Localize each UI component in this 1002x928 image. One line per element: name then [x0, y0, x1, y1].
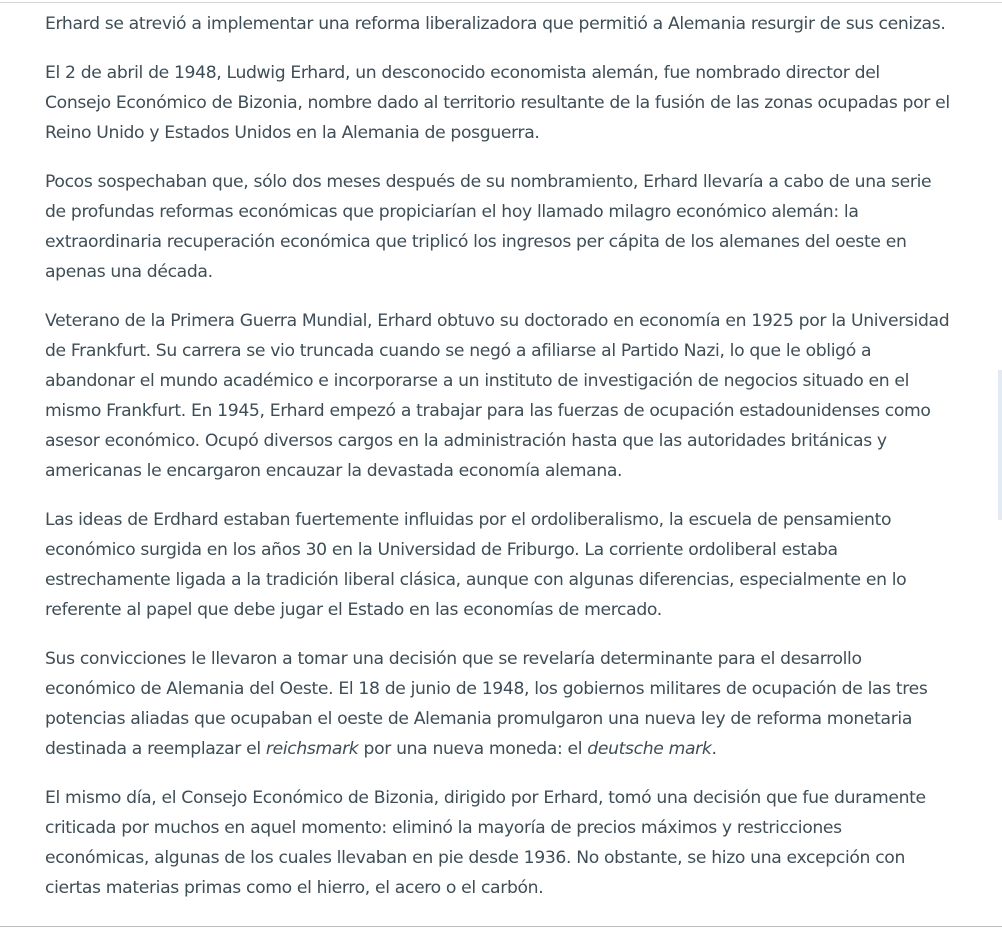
paragraph-currency-reform: [45, 644, 950, 764]
paragraph-price-controls: El mismo día, el Consejo Económico de Bizonia, dirigido por Erhard, tomó una decisión que fue duramente criticada por muchos en aquel momento: eliminó la mayoría de precios máximos y restricciones económicas, algunas de los cuales llevaban en pie desde 1936. No obstante, se hizo una excepción con ciertas materias primas como el hierro, el acero o el carbón.: [45, 788, 926, 898]
paragraph-intro: Erhard se atrevió a implementar una reforma liberalizadora que permitió a Alemania resurgir de sus cenizas.: [45, 14, 946, 34]
paragraph-ordoliberalism: Las ideas de Erdhard estaban fuertemente influidas por el ordoliberalismo, la escuela de pensamiento económico surgida en los años 30 en la Universidad de Friburgo. La corriente ordoliberal estaba estrechamente ligada a la tradición liberal clásica, aunque con algunas diferencias, especialmente en lo referente al papel que debe jugar el Estado en las economías de mercado.: [45, 510, 907, 620]
article-body: [45, 9, 950, 922]
paragraph-text: por una nueva moneda: el: [358, 739, 588, 759]
paragraph-reforms: Pocos sospechaban que, sólo dos meses después de su nombramiento, Erhard llevaría a cabo de una serie de profundas reformas económicas que propiciarían el hoy llamado milagro económico alemán: la extraordinaria recuperación económica que triplicó los ingresos per cápita de los alemanes del oeste en apenas una década.: [45, 172, 932, 282]
bottom-divider: [0, 926, 1002, 927]
paragraph-text: .: [711, 739, 717, 759]
paragraph-text: Sus convicciones le llevaron a tomar una decisión que se revelaría determinante para el desarrollo económico de Alemania del Oeste. El 18 de junio de 1948, los gobiernos militares de ocupación de las tres potencias aliadas que ocupaban el oeste de Alemania promulgaron una nueva ley de reforma monetaria destinada a reemplazar el: [45, 649, 928, 759]
deutsche-mark-term: deutsche mark: [587, 739, 712, 759]
paragraph-biography: Veterano de la Primera Guerra Mundial, Erhard obtuvo su doctorado en economía en 1925 por la Universidad de Frankfurt. Su carrera se vio truncada cuando se negó a afiliarse al Partido Nazi, lo que le obligó a abandonar el mundo académico e incorporarse a un instituto de investigación de negocios situado en el mismo Frankfurt. En 1945, Erhard empezó a trabajar para las fuerzas de ocupación estadounidenses como asesor económico. Ocupó diversos cargos en la administración hasta que las autoridades británicas y americanas le encargaron encauzar la devastada economía alemana.: [45, 311, 950, 481]
scrollbar-track[interactable]: [998, 370, 1002, 520]
paragraph-appointment: El 2 de abril de 1948, Ludwig Erhard, un desconocido economista alemán, fue nombrado director del Consejo Económico de Bizonia, nombre dado al territorio resultante de la fusión de las zonas ocupadas por el Reino Unido y Estados Unidos en la Alemania de posguerra.: [45, 63, 950, 143]
reichsmark-term: reichsmark: [265, 739, 359, 759]
top-divider: [0, 2, 1002, 3]
